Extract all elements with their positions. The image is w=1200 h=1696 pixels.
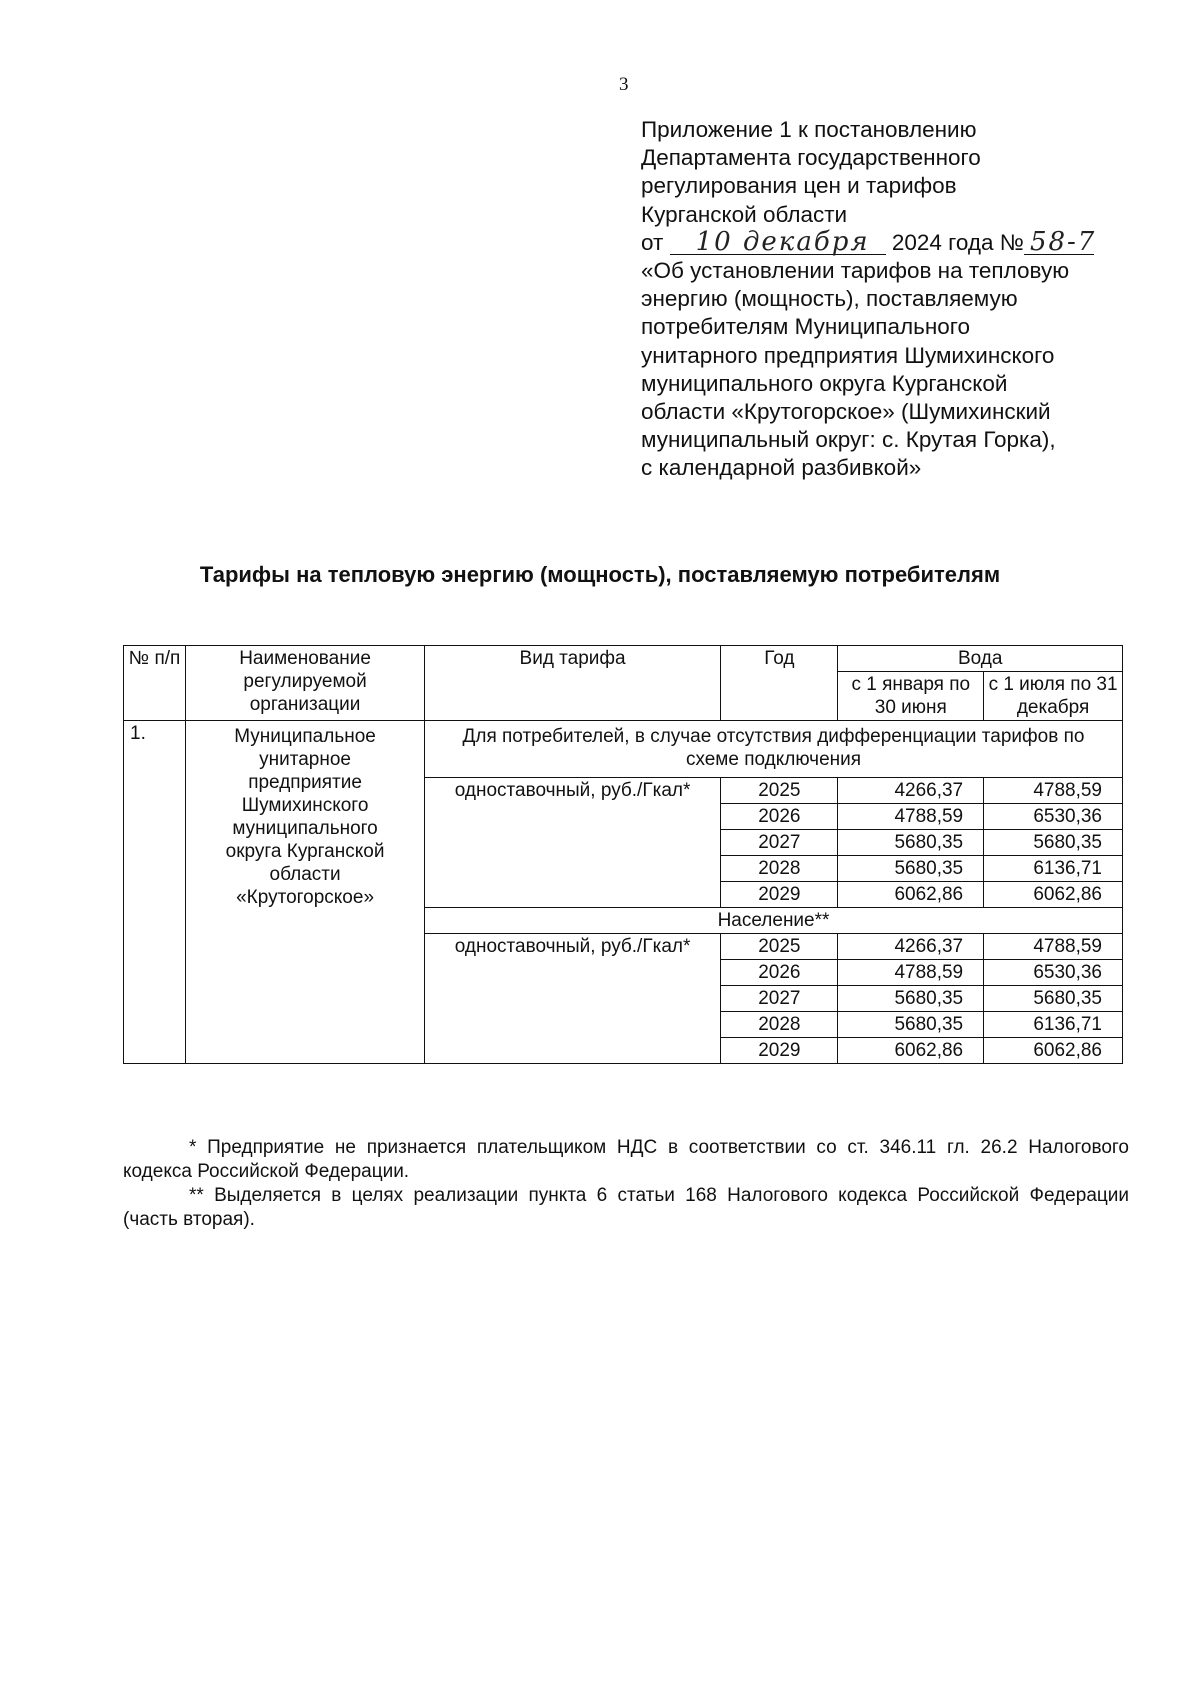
tariff-table xyxy=(123,645,1123,1064)
appendix-subject-line: муниципального округа Курганской xyxy=(641,370,1008,396)
value-period-1: 6062,86 xyxy=(838,882,984,908)
value-period-1: 4266,37 xyxy=(838,778,984,804)
value-period-2: 6136,71 xyxy=(984,1012,1123,1038)
tariff-type: одноставочный, руб./Гкал* xyxy=(424,934,720,1064)
value-period-2: 5680,35 xyxy=(984,986,1123,1012)
value-period-2: 4788,59 xyxy=(984,778,1123,804)
row-number: 1. xyxy=(124,721,186,1064)
value-period-2: 6530,36 xyxy=(984,804,1123,830)
value-period-1: 4266,37 xyxy=(838,934,984,960)
handwritten-number: 58-7 xyxy=(1024,230,1094,255)
appendix-subject-line: унитарного предприятия Шумихинского xyxy=(641,342,1055,368)
value-period-2: 6136,71 xyxy=(984,856,1123,882)
footnotes xyxy=(123,1136,1129,1232)
section-title: Для потребителей, в случае отсутствия дифференциации тарифов по схеме подключения xyxy=(424,721,1122,778)
appendix-subject-line: «Об установлении тарифов на тепловую xyxy=(641,258,1070,284)
value-period-1: 5680,35 xyxy=(838,986,984,1012)
handwritten-date: 10 декабря xyxy=(670,230,886,255)
year-cell: 2025 xyxy=(721,934,838,960)
value-period-2: 4788,59 xyxy=(984,934,1123,960)
document-title: Тарифы на тепловую энергию (мощность), поставляемую потребителям xyxy=(199,562,1001,587)
appendix-subject-line: муниципальный округ: с. Крутая Горка), xyxy=(641,427,1056,453)
year-cell: 2025 xyxy=(721,778,838,804)
tariff-type: одноставочный, руб./Гкал* xyxy=(424,778,720,908)
footnote: ** Выделяется в целях реализации пункта 6 статьи 168 Налогового кодекса Российской Федерации (часть вторая). xyxy=(123,1185,1129,1230)
header-period-1: с 1 января по 30 июня xyxy=(838,672,984,721)
value-period-1: 5680,35 xyxy=(838,1012,984,1038)
value-period-2: 5680,35 xyxy=(984,830,1123,856)
year-cell: 2026 xyxy=(721,960,838,986)
appendix-subject-line: области «Крутогорское» (Шумихинский xyxy=(641,399,1051,425)
year-cell: 2029 xyxy=(721,882,838,908)
appendix-line: регулирования цен и тарифов xyxy=(641,173,957,199)
appendix-subject-line: с календарной разбивкой» xyxy=(641,455,922,481)
footnote: * Предприятие не признается плательщиком НДС в соответствии со ст. 346.11 гл. 26.2 Налогового кодекса Российской Федерации. xyxy=(123,1137,1129,1182)
header-num: № п/п xyxy=(124,646,186,721)
value-period-1: 4788,59 xyxy=(838,804,984,830)
year-text: 2024 года № xyxy=(891,229,1024,255)
header-period-2: с 1 июля по 31 декабря xyxy=(984,672,1123,721)
year-cell: 2029 xyxy=(721,1038,838,1064)
appendix-line: Приложение 1 к постановлению xyxy=(641,117,977,142)
header-tariff-type: Вид тарифа xyxy=(424,646,720,721)
value-period-2: 6062,86 xyxy=(984,882,1123,908)
year-cell: 2028 xyxy=(721,856,838,882)
page-number: 3 xyxy=(619,74,629,95)
organization-name: Муниципальное унитарное предприятие Шумихинского муниципального округа Курганской области «Крутогорское» xyxy=(186,721,425,1064)
year-cell: 2026 xyxy=(721,804,838,830)
appendix-line: Департамента государственного xyxy=(641,145,981,171)
table-row xyxy=(124,721,1123,778)
year-cell: 2028 xyxy=(721,1012,838,1038)
value-period-1: 6062,86 xyxy=(838,1038,984,1064)
header-org: Наименование регулируемой организации xyxy=(186,646,425,721)
appendix-subject-line: энергию (мощность), поставляемую xyxy=(641,286,1018,312)
appendix-subject-line: потребителям Муниципального xyxy=(641,314,970,340)
year-cell: 2027 xyxy=(721,986,838,1012)
table-header-row xyxy=(124,646,1123,672)
value-period-2: 6062,86 xyxy=(984,1038,1123,1064)
appendix-date-line xyxy=(641,226,1161,257)
year-cell: 2027 xyxy=(721,830,838,856)
header-year: Год xyxy=(721,646,838,721)
section-title: Население** xyxy=(424,908,1122,934)
value-period-1: 5680,35 xyxy=(838,830,984,856)
header-water: Вода xyxy=(838,646,1123,672)
value-period-1: 5680,35 xyxy=(838,856,984,882)
date-prefix: от xyxy=(641,229,664,255)
appendix-block xyxy=(641,116,1161,483)
appendix-line: Курганской области xyxy=(641,201,848,227)
value-period-2: 6530,36 xyxy=(984,960,1123,986)
value-period-1: 4788,59 xyxy=(838,960,984,986)
